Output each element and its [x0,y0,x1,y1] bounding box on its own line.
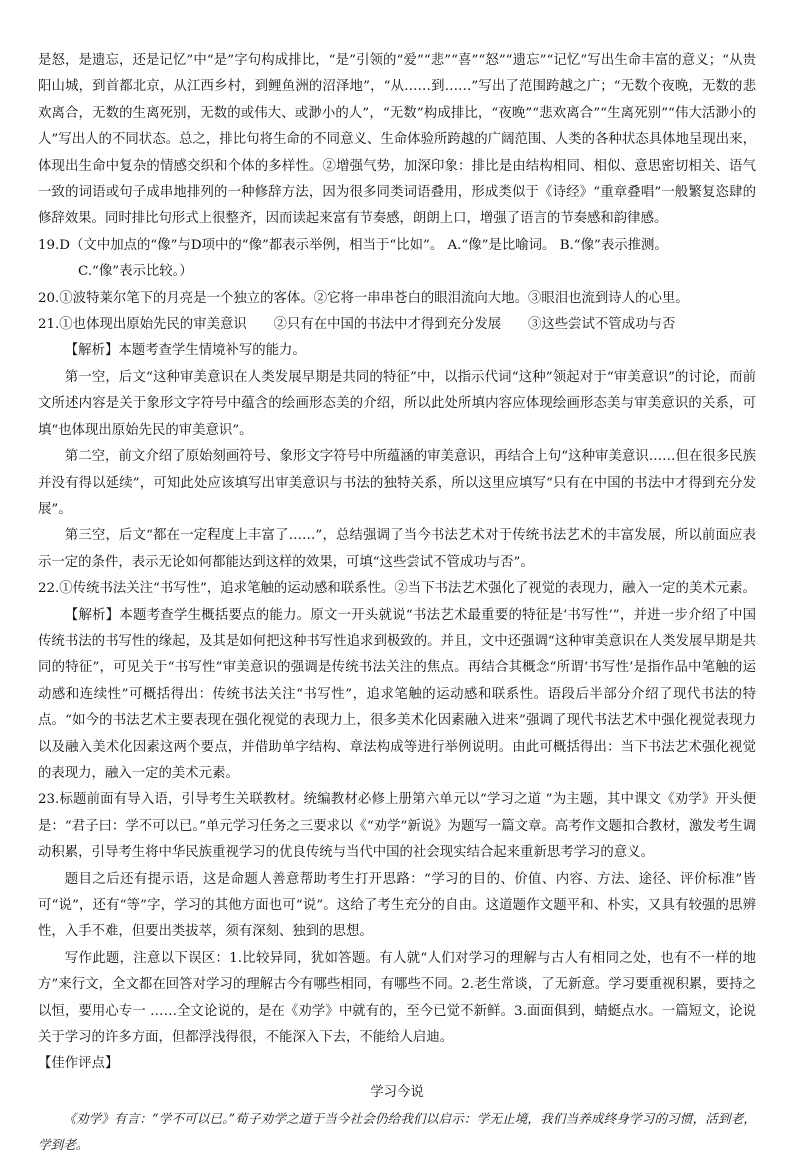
paragraph-1: 19.D（文中加点的“像”与D项中的“像”都表示举例，相当于“比如”。 A.“像”是比喻词。 B.“像”表示推测。 [38,237,668,253]
paragraph-14: 【佳作评点】 [38,1056,119,1072]
paragraph-7: 第二空，前文介绍了原始刻画符号、象形文字符号中所蕴涵的审美意识，再结合上句“这种审美意识……但在很多民族并没有得以延续”，可知此处应该填写出审美意识与书法的独特关系，所以这里应填写“只有在中国的书法中才得到充分发展”。 [38,449,756,517]
paragraph-6: 第一空，后文“这种审美意识在人类发展早期是共同的特征”中，以指示代词“这种”领起对于“审美意识”的讨论，而前文所述内容是关于象形文字符号中蕴含的绘画形态美的介绍，所以此处所填内容应体现绘画形态美与审美意识的关系，可填“也体现出原始先民的审美意识”。 [38,369,756,438]
paragraph-8: 第三空，后文“都在一定程度上丰富了……”，总结强调了当今书法艺术对于传统书法艺术的丰富发展，所以前面应表示一定的条件，表示无论如何都能达到这样的效果，可填“这些尝试不管成功与否”。 [38,528,756,570]
paragraph-4: 21.①也体现出原始先民的审美意识 ②只有在中国的书法中才得到充分发展 ③这些尝试不管成功与否 [38,317,676,333]
paragraph-3: 20.①波特莱尔笔下的月亮是一个独立的客体。②它将一串串苍白的眼泪流向大地。③眼泪也流到诗人的心里。 [38,290,689,306]
paragraph-9: 22.①传统书法关注“书写性”，追求笔触的运动感和联系性。②当下书法艺术强化了视觉的表现力，融入一定的美术元素。 [38,581,756,597]
paragraph-11: 23.标题前面有导入语，引导考生关联教材。统编教材必修上册第六单元以“学习之道 ”为主题，其中课文《劝学》开头便是：“君子曰：学不可以已。”单元学习任务之三要求以《“劝学”新说》为题写一篇文章。高考作文题扣合教材，激发考生调动积累，引导考生将中华民族重视学习的优良传统与当代中国的社会现实结合起来重新思考学习的意义。 [38,792,756,861]
paragraph-16: 《劝学》有言：“学不可以已。”荀子劝学之道于当今社会仍给我们以启示：学无止境，我们当养成终身学习的习惯，活到老，学到老。 [38,1111,756,1153]
paragraph-15: 学习今说 [370,1084,424,1100]
paragraph-12: 题目之后还有提示语，这是命题人善意帮助考生打开思路：“学习的目的、价值、内容、方法、途径、评价标准”皆可“说”，还有“等”字，学习的其他方面也可“说”。这给了考生充分的自由。这道题作文题平和、朴实，又具有较强的思辨性，入手不难，但要出类拔萃，须有深刻、独到的思想。 [38,871,756,940]
paragraph-10: 【解析】本题考查学生概括要点的能力。原文一开头就说“书法艺术最重要的特征是‘书写性’”，并进一步介绍了中国传统书法的书写性的缘起，及其是如何把这种书写性追求到极致的。并且，文中还强调“这种审美意识在人类发展早期是共同的特征”，可见关于“书写性”审美意识的强调是传统书法关注的焦点。再结合其概念“所谓‘书写性’是指作品中笔触的运动感和连续性”可概括得出：传统书法关注“书写性”，追求笔触的运动感和联系性。语段后半部分介绍了现代书法的特点。“如今的书法艺术主要表现在强化视觉的表现力上，很多美术化因素融入进来”强调了现代书法艺术中强化视觉表现力以及融入美术化因素这两个要点，并借助单字结构、章法构成等进行举例说明。由此可概括得出：当下书法艺术强化视觉的表现力，融入一定的美术元素。 [38,607,756,781]
paragraph-0: 是怒，是遗忘，还是记忆”中“是”字句构成排比，“是”引领的“爱”“悲”“喜”“怒”“遗忘”“记忆”写出生命丰富的意义；“从贵阳山城，到首都北京，从江西乡村，到鲤鱼洲的沼泽地”，“从……到……”写出了范围跨越之广；“无数个夜晚，无数的悲欢离合，无数的生离死别，无数的或伟大、或渺小的人”，“无数”构成排比，“夜晚”“悲欢离合”“生离死别”“伟大活渺小的人”写出人的不同状态。总之，排比句将生命的不同意义、生命体验所跨越的广阔范围、人类的各种状态具体地呈现出来，体现出生命中复杂的情感交织和个体的多样性。②增强气势，加深印象：排比是由结构相同、相似、意思密切相关、语气一致的词语或句子成串地排列的一种修辞方法，因为很多同类词语叠用，形成类似于《诗经》“重章叠唱”一般繁复恣肆的修辞效果。同时排比句形式上很整齐，因而读起来富有节奏感，朗朗上口，增强了语言的节奏感和韵律感。 [38,53,756,227]
paragraph-5: 【解析】本题考查学生情境补写的能力。 [64,343,306,359]
paragraph-13: 写作此题，注意以下误区：1.比较异同，犹如答题。有人就“人们对学习的理解与古人有相同之处，也有不一样的地方”来行文，全文都在回答对学习的理解古今有哪些相同，有哪些不同。2.老生常谈，了无新意。学习要重视积累，要持之以恒，要用心专一 ……全文论说的，是在《劝学》中就有的，至今已觉不新鲜。3.面面俱到，蜻蜓点水。一篇短文，论说关于学习的许多方面，但都浮浅得很，不能深入下去，不能给人启迪。 [38,950,756,1046]
answer-body [38,48,756,1158]
paragraph-2: C.“像”表示比较。） [78,264,193,280]
